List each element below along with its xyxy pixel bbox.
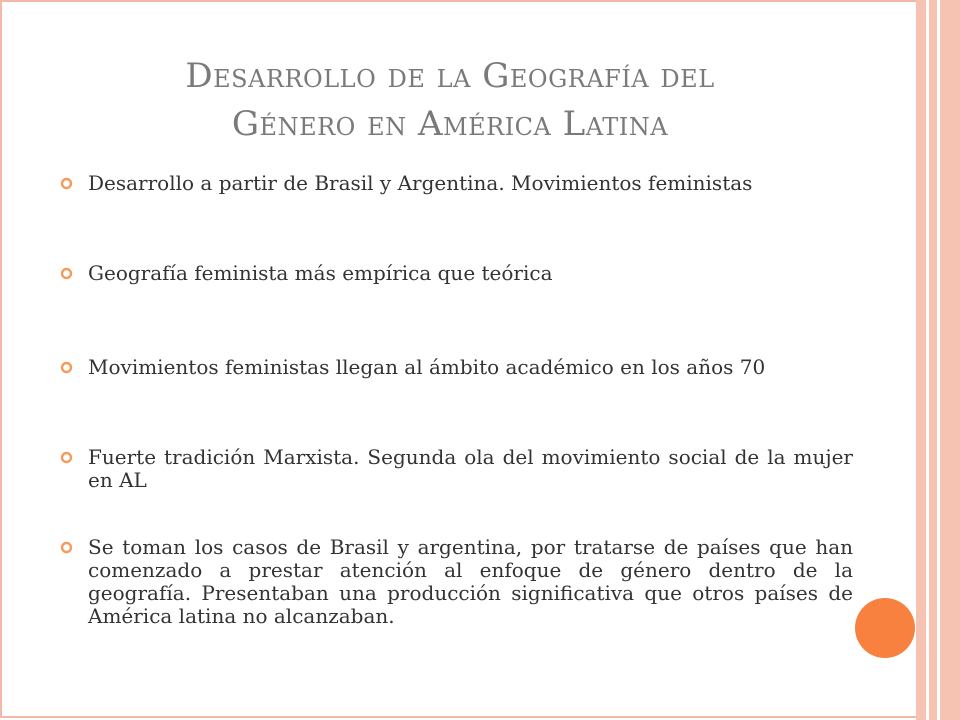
- orange-circle-decoration: [855, 598, 915, 658]
- orange-ring-bullet-icon: [60, 451, 73, 464]
- orange-ring-bullet-icon: [60, 541, 73, 554]
- bullet-item: [60, 446, 853, 492]
- stripe: [916, 0, 926, 720]
- bullet-list: [60, 171, 853, 628]
- bullet-text: Geografía feminista más empírica que teórica: [88, 261, 553, 285]
- right-decorative-stripes: [916, 0, 960, 720]
- orange-ring-bullet-icon: [60, 267, 73, 280]
- bullet-text: Fuerte tradición Marxista. Segunda ola del movimiento social de la mujer en AL: [88, 445, 853, 492]
- bullet-item: [60, 356, 853, 379]
- bullet-text: Se toman los casos de Brasil y argentina, por tratarse de países que han comenzado a prestar atención al enfoque de género dentro de la geografía. Presentaban una producción significativa que otros países de América latina no alcanzaban.: [88, 535, 853, 628]
- bullet-item: [60, 172, 825, 195]
- slide-title-line-1: Desarrollo de la Geografía del: [185, 56, 715, 96]
- bullet-item: [60, 536, 853, 628]
- stripe: [929, 0, 937, 720]
- slide-title: [60, 52, 840, 148]
- bullet-text: Movimientos feministas llegan al ámbito académico en los años 70: [88, 355, 766, 379]
- orange-ring-bullet-icon: [60, 177, 73, 190]
- orange-ring-bullet-icon: [60, 361, 73, 374]
- slide-title-line-2: Género en América Latina: [231, 104, 669, 144]
- stripe: [940, 0, 960, 720]
- bullet-text: Desarrollo a partir de Brasil y Argentina. Movimientos feministas: [88, 171, 753, 195]
- bullet-item: [60, 262, 853, 285]
